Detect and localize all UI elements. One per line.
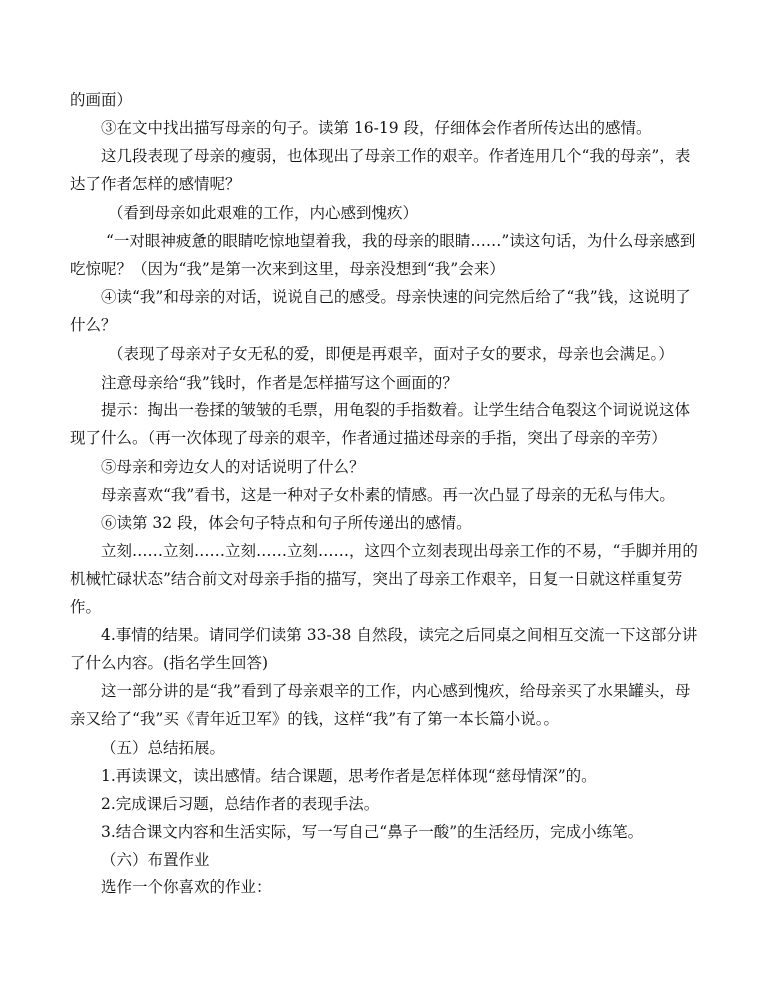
paragraph: 注意母亲给“我”钱时，作者是怎样描写这个画面的？: [101, 374, 458, 392]
list-item: 2.完成课后习题，总结作者的表现手法。: [101, 795, 380, 813]
paragraph: 母亲喜欢“我”看书，这是一种对子女朴素的情感。再一次凸显了母亲的无私与伟大。: [101, 486, 675, 504]
paragraph: 选作一个你喜欢的作业：: [101, 878, 272, 896]
paragraph: 提示：掏出一卷揉的皱皱的毛票，用龟裂的手指数着。让学生结合龟裂这个词说说这体现了什么。（再一次体现了母亲的艰辛，作者通过描述母亲的手指，突出了母亲的辛劳）: [70, 401, 691, 448]
paragraph: （表现了母亲对子女无私的爱，即便是再艰辛，面对子女的要求，母亲也会满足。）: [108, 345, 674, 363]
paragraph: “一对眼神疲惫的眼睛吃惊地望着我，我的母亲的眼睛……”读这句话，为什么母亲感到吃惊呢？（因为“我”是第一次来到这里，母亲没想到“我”会来）: [70, 232, 696, 279]
paragraph: ③在文中找出描写母亲的句子。读第 16-19 段，仔细体会作者所传达出的感情。: [101, 119, 652, 137]
paragraph: ⑥读第 32 段，体会句子特点和句子所传递出的感情。: [101, 514, 472, 532]
paragraph: 立刻……立刻……立刻……立刻……，这四个立刻表现出母亲工作的不易，“手脚并用的机械忙碌状态”结合前文对母亲手指的描写，突出了母亲工作艰辛，日复一日就这样重复劳作。: [70, 542, 698, 617]
paragraph: 这一部分讲的是“我”看到了母亲艰辛的工作，内心感到愧疚，给母亲买了水果罐头，母亲又给了“我”买《青年近卫军》的钱，这样“我”有了第一本长篇小说。。: [70, 682, 691, 729]
paragraph: 的画面）: [70, 91, 133, 109]
list-item: 1.再读课文，读出感情。结合课题，思考作者是怎样体现“慈母情深”的。: [101, 767, 597, 785]
section-heading: （五）总结拓展。: [101, 739, 226, 757]
paragraph: ④读“我”和母亲的对话，说说自己的感受。母亲快速的问完然后给了“我”钱，这说明了什么？: [70, 288, 691, 335]
section-heading: （六）布置作业: [101, 851, 210, 869]
paragraph: （看到母亲如此艰难的工作，内心感到愧疚）: [108, 204, 419, 222]
paragraph: ⑤母亲和旁边女人的对话说明了什么？: [101, 458, 365, 476]
paragraph: 4.事情的结果。请同学们读第 33-38 自然段，读完之后同桌之间相互交流一下这部分讲了什么内容。(指名学生回答): [70, 626, 698, 673]
list-item: 3.结合课文内容和生活实际，写一写自己“鼻子一酸”的生活经历，完成小练笔。: [101, 823, 644, 841]
paragraph: 这几段表现了母亲的瘦弱，也体现出了母亲工作的艰辛。作者连用几个“我的母亲”，表达了作者怎样的感情呢？: [70, 147, 691, 194]
